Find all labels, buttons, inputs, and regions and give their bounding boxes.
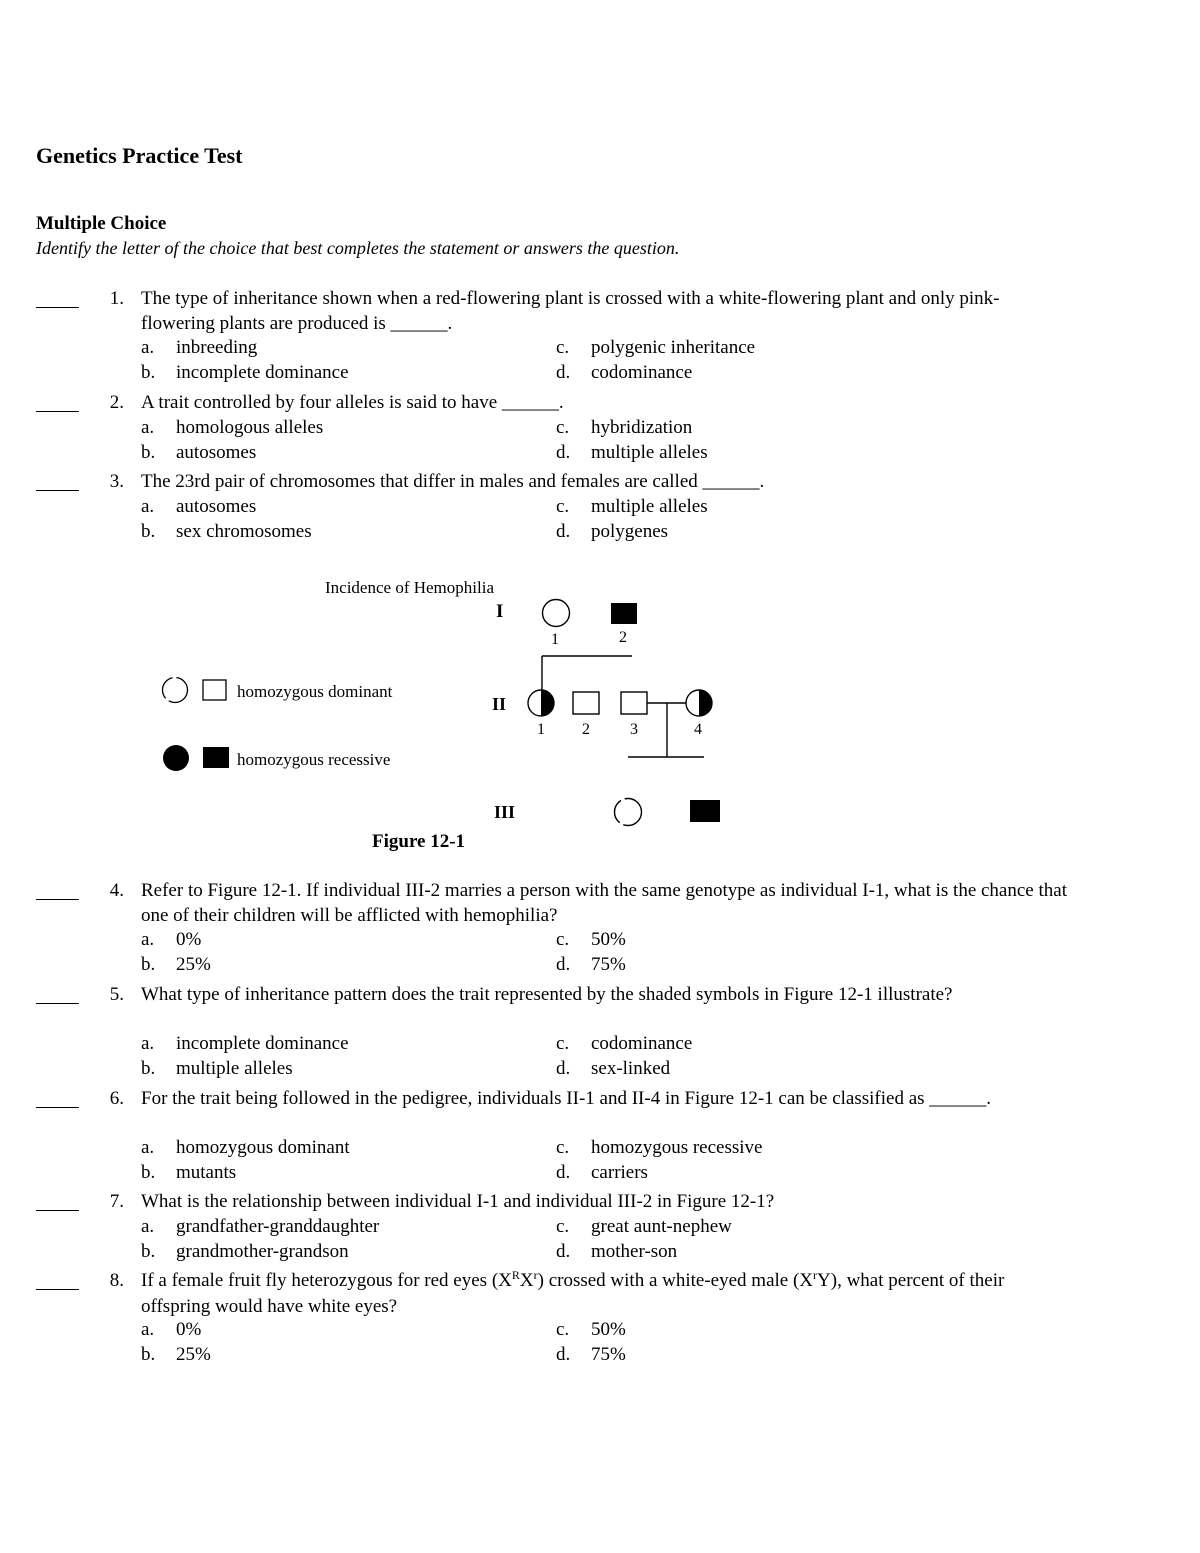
option-d[interactable]: d. sex-linked bbox=[556, 1057, 671, 1079]
option-a[interactable]: a. grandfather-granddaughter bbox=[141, 1216, 380, 1237]
individual-number: 2 bbox=[619, 629, 627, 646]
question-stem: If a female fruit fly heterozygous for red eyes $(X^RX^r)$ crossed with a white-eyed male $(X^rY)$, what percent of their offspring would have white eyes? bbox=[141, 1268, 1005, 1317]
option-c[interactable]: c. multiple alleles bbox=[556, 496, 708, 517]
option-b[interactable]: b. autosomes bbox=[141, 441, 257, 463]
figure-caption: Figure 12-1 bbox=[372, 831, 466, 852]
option-d[interactable]: d. 75% bbox=[556, 1343, 626, 1365]
option-c[interactable]: c. polygenic inheritance bbox=[556, 337, 756, 358]
option-b[interactable]: b. 25% bbox=[141, 953, 211, 975]
legend-unaffected-female-symbol bbox=[163, 678, 188, 703]
option-d[interactable]: d. 75% bbox=[556, 953, 626, 975]
individual-number: 3 bbox=[630, 721, 638, 738]
individual-II-1-carrier-female bbox=[528, 690, 554, 716]
section-heading: Multiple Choice bbox=[36, 213, 167, 234]
generation-label-2: II bbox=[492, 694, 507, 714]
answer-blank[interactable] bbox=[36, 983, 79, 1004]
option-c[interactable]: c. homozygous recessive bbox=[556, 1137, 763, 1158]
option-b[interactable]: b. mutants bbox=[141, 1161, 237, 1183]
individual-number: 4 bbox=[694, 721, 702, 738]
question-stem: The 23rd pair of chromosomes that differ in males and females are called ______. bbox=[141, 471, 765, 492]
question-stem: The type of inheritance shown when a red-flowering plant is crossed with a white-flowering plant and only pink-flowering plants are produced is ______. bbox=[141, 288, 1000, 334]
question-number: 6. bbox=[109, 1088, 124, 1109]
option-d[interactable]: d. multiple alleles bbox=[556, 441, 708, 463]
legend-unaffected-label: homozygous dominant bbox=[237, 682, 393, 701]
answer-blank[interactable] bbox=[36, 1190, 79, 1211]
question-stem: Refer to Figure 12-1. If individual III-2 marries a person with the same genotype as individual I-1, what is the chance that one of their children will be afflicted with hemophilia? bbox=[141, 880, 1067, 926]
individual-I-2-affected-male bbox=[611, 603, 637, 624]
option-a[interactable]: a. incomplete dominance bbox=[141, 1033, 349, 1054]
generation-label-1: I bbox=[496, 601, 504, 622]
option-a[interactable]: a. homozygous dominant bbox=[141, 1137, 350, 1158]
option-b[interactable]: b. 25% bbox=[141, 1343, 211, 1365]
page-title: Genetics Practice Test bbox=[36, 143, 243, 168]
option-a[interactable]: a. homologous alleles bbox=[141, 417, 324, 438]
answer-blank[interactable] bbox=[36, 879, 79, 900]
legend-affected-male-symbol bbox=[203, 747, 229, 768]
question-stem: What is the relationship between individual I-1 and individual III-2 in Figure 12-1? bbox=[141, 1191, 775, 1212]
question-stem: For the trait being followed in the pedigree, individuals II-1 and II-4 in Figure 12-1 can be classified as ______. bbox=[141, 1088, 992, 1109]
option-a[interactable]: a. 0% bbox=[141, 929, 202, 950]
option-a[interactable]: a. inbreeding bbox=[141, 337, 258, 358]
question-stem: What type of inheritance pattern does the trait represented by the shaded symbols in Figure 12-1 illustrate? bbox=[141, 984, 953, 1005]
question-number: 3. bbox=[109, 471, 124, 492]
instructions: Identify the letter of the choice that best completes the statement or answers the question. bbox=[36, 238, 680, 258]
legend-affected-label: homozygous recessive bbox=[237, 750, 391, 769]
option-a[interactable]: a. 0% bbox=[141, 1319, 202, 1340]
individual-III-2-affected-male bbox=[690, 800, 720, 822]
legend-unaffected-male-symbol bbox=[203, 680, 226, 700]
individual-number: 1 bbox=[551, 631, 559, 648]
option-a[interactable]: a. autosomes bbox=[141, 496, 257, 517]
individual-number: 2 bbox=[582, 721, 590, 738]
individual-II-3-unaffected-male bbox=[621, 692, 647, 714]
question-number: 5. bbox=[109, 984, 124, 1005]
option-c[interactable]: c. 50% bbox=[556, 929, 626, 950]
question-number: 2. bbox=[109, 392, 124, 413]
option-c[interactable]: c. great aunt-nephew bbox=[556, 1216, 732, 1237]
legend-affected-female-symbol bbox=[163, 745, 189, 771]
answer-blank[interactable] bbox=[36, 1087, 79, 1108]
option-d[interactable]: d. mother-son bbox=[556, 1240, 678, 1262]
generation-label-3: III bbox=[494, 802, 516, 822]
option-d[interactable]: d. carriers bbox=[556, 1161, 648, 1183]
individual-II-2-unaffected-male bbox=[573, 692, 599, 714]
option-b[interactable]: b. grandmother-grandson bbox=[141, 1240, 349, 1262]
individual-III-1-unaffected-female bbox=[615, 799, 642, 826]
question-number: 4. bbox=[109, 880, 124, 901]
answer-blank[interactable] bbox=[36, 1269, 79, 1290]
option-c[interactable]: c. 50% bbox=[556, 1319, 626, 1340]
question-stem: A trait controlled by four alleles is said to have ______. bbox=[141, 392, 564, 413]
figure-title: Incidence of Hemophilia bbox=[325, 578, 494, 597]
question-number: 7. bbox=[109, 1191, 124, 1212]
option-d[interactable]: d. polygenes bbox=[556, 520, 669, 542]
option-d[interactable]: d. codominance bbox=[556, 361, 693, 383]
option-c[interactable]: c. hybridization bbox=[556, 417, 693, 438]
individual-I-1-unaffected-female bbox=[543, 600, 570, 627]
option-c[interactable]: c. codominance bbox=[556, 1033, 693, 1054]
option-b[interactable]: b. multiple alleles bbox=[141, 1057, 293, 1079]
question-number: 1. bbox=[109, 288, 124, 309]
individual-II-4-carrier-female bbox=[686, 690, 712, 716]
option-b[interactable]: b. incomplete dominance bbox=[141, 361, 349, 383]
question-number: 8. bbox=[109, 1270, 124, 1291]
option-b[interactable]: b. sex chromosomes bbox=[141, 520, 312, 542]
individual-number: 1 bbox=[537, 721, 545, 738]
